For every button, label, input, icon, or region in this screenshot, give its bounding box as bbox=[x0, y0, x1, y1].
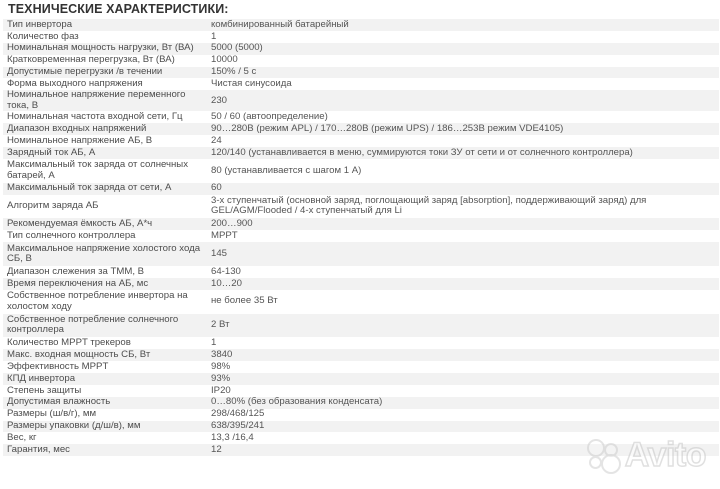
spec-value: 64-130 bbox=[207, 266, 719, 278]
avito-logo-icon bbox=[587, 439, 621, 473]
table-row bbox=[3, 218, 719, 230]
spec-name: Допустимая влажность bbox=[3, 397, 207, 409]
table-row bbox=[3, 78, 719, 90]
spec-value: 145 bbox=[207, 242, 719, 266]
table-row bbox=[3, 290, 719, 314]
spec-value: 98% bbox=[207, 361, 719, 373]
spec-value: 13,3 /16,4 bbox=[207, 432, 719, 444]
spec-name: Макс. входная мощность СБ, Вт bbox=[3, 349, 207, 361]
spec-name: Диапазон входных напряжений bbox=[3, 123, 207, 135]
table-row bbox=[3, 159, 719, 183]
spec-name: Номинальная мощность нагрузки, Вт (ВА) bbox=[3, 43, 207, 55]
spec-value: 3840 bbox=[207, 349, 719, 361]
table-row bbox=[3, 337, 719, 349]
table-row bbox=[3, 230, 719, 242]
table-row bbox=[3, 123, 719, 135]
spec-name: Максимальный ток заряда от сети, А bbox=[3, 183, 207, 195]
spec-value: 150% / 5 с bbox=[207, 67, 719, 79]
spec-name: Количество MPPT трекеров bbox=[3, 337, 207, 349]
spec-name: Форма выходного напряжения bbox=[3, 78, 207, 90]
table-row bbox=[3, 135, 719, 147]
table-row bbox=[3, 409, 719, 421]
spec-name: Номинальное напряжение АБ, В bbox=[3, 135, 207, 147]
spec-name: Количество фаз bbox=[3, 31, 207, 43]
spec-value: 50 / 60 (автоопределение) bbox=[207, 111, 719, 123]
watermark-text: Avito bbox=[624, 436, 706, 474]
spec-value: IP20 bbox=[207, 385, 719, 397]
spec-name: Собственное потребление инвертора на холостом ходу bbox=[3, 290, 207, 314]
table-row bbox=[3, 278, 719, 290]
avito-watermark bbox=[587, 436, 706, 475]
spec-value: 200…900 bbox=[207, 218, 719, 230]
table-row bbox=[3, 183, 719, 195]
table-row bbox=[3, 31, 719, 43]
spec-value: 5000 (5000) bbox=[207, 43, 719, 55]
spec-name: Размеры упаковки (д/ш/в), мм bbox=[3, 421, 207, 433]
table-row bbox=[3, 242, 719, 266]
spec-value: Чистая синусоида bbox=[207, 78, 719, 90]
table-row bbox=[3, 111, 719, 123]
spec-value: MPPT bbox=[207, 230, 719, 242]
spec-name: Алгоритм заряда АБ bbox=[3, 195, 207, 219]
spec-value: 10…20 bbox=[207, 278, 719, 290]
spec-name: Диапазон слежения за ТММ, В bbox=[3, 266, 207, 278]
spec-value: 93% bbox=[207, 373, 719, 385]
spec-value: комбинированный батарейный bbox=[207, 19, 719, 31]
spec-value: 298/468/125 bbox=[207, 409, 719, 421]
table-row bbox=[3, 361, 719, 373]
spec-name: Максимальное напряжение холостого хода СБ, В bbox=[3, 242, 207, 266]
spec-value: 90…280В (режим APL) / 170…280В (режим UPS) / 186…253В режим VDE4105) bbox=[207, 123, 719, 135]
spec-name: Собственное потребление солнечного контроллера bbox=[3, 314, 207, 338]
table-row bbox=[3, 67, 719, 79]
spec-name: КПД инвертора bbox=[3, 373, 207, 385]
table-row bbox=[3, 373, 719, 385]
table-row bbox=[3, 55, 719, 67]
spec-name: Номинальное напряжение переменного тока, В bbox=[3, 90, 207, 111]
spec-name: Кратковременная перегрузка, Вт (ВА) bbox=[3, 55, 207, 67]
specs-table bbox=[3, 19, 719, 456]
spec-value: 230 bbox=[207, 90, 719, 111]
table-row bbox=[3, 147, 719, 159]
spec-name: Максимальный ток заряда от солнечных батарей, А bbox=[3, 159, 207, 183]
spec-value: 3-х ступенчатый (основной заряд, поглощающий заряд [absorption], поддерживающий заряд) для GEL/AGM/Flooded / 4-х ступенчатый для Li bbox=[207, 195, 719, 219]
spec-name: Рекомендуемая ёмкость АБ, А*ч bbox=[3, 218, 207, 230]
table-row bbox=[3, 349, 719, 361]
spec-value: 1 bbox=[207, 337, 719, 349]
table-row bbox=[3, 43, 719, 55]
spec-value: 2 Вт bbox=[207, 314, 719, 338]
spec-value: 1 bbox=[207, 31, 719, 43]
table-row bbox=[3, 90, 719, 111]
table-row bbox=[3, 385, 719, 397]
table-row bbox=[3, 421, 719, 433]
table-row bbox=[3, 195, 719, 219]
spec-value: 638/395/241 bbox=[207, 421, 719, 433]
spec-name: Размеры (ш/в/г), мм bbox=[3, 409, 207, 421]
spec-value: 0…80% (без образования конденсата) bbox=[207, 397, 719, 409]
spec-name: Тип солнечного контроллера bbox=[3, 230, 207, 242]
spec-value: 60 bbox=[207, 183, 719, 195]
spec-value: 12 bbox=[207, 444, 719, 456]
table-row bbox=[3, 266, 719, 278]
spec-name: Гарантия, мес bbox=[3, 444, 207, 456]
spec-name: Степень защиты bbox=[3, 385, 207, 397]
spec-name: Зарядный ток АБ, А bbox=[3, 147, 207, 159]
spec-value: 120/140 (устанавливается в меню, суммируются токи ЗУ от сети и от солнечного контроллера) bbox=[207, 147, 719, 159]
spec-name: Вес, кг bbox=[3, 432, 207, 444]
spec-value: не более 35 Вт bbox=[207, 290, 719, 314]
table-row bbox=[3, 397, 719, 409]
spec-name: Эффективность MPPT bbox=[3, 361, 207, 373]
table-row bbox=[3, 314, 719, 338]
spec-value: 80 (устанавливается с шагом 1 А) bbox=[207, 159, 719, 183]
table-row bbox=[3, 19, 719, 31]
spec-value: 24 bbox=[207, 135, 719, 147]
spec-value: 10000 bbox=[207, 55, 719, 67]
page-title: ТЕХНИЧЕСКИЕ ХАРАКТЕРИСТИКИ: bbox=[8, 2, 229, 16]
spec-name: Время переключения на АБ, мс bbox=[3, 278, 207, 290]
spec-name: Допустимые перегрузки /в течении bbox=[3, 67, 207, 79]
spec-name: Тип инвертора bbox=[3, 19, 207, 31]
spec-name: Номинальная частота входной сети, Гц bbox=[3, 111, 207, 123]
